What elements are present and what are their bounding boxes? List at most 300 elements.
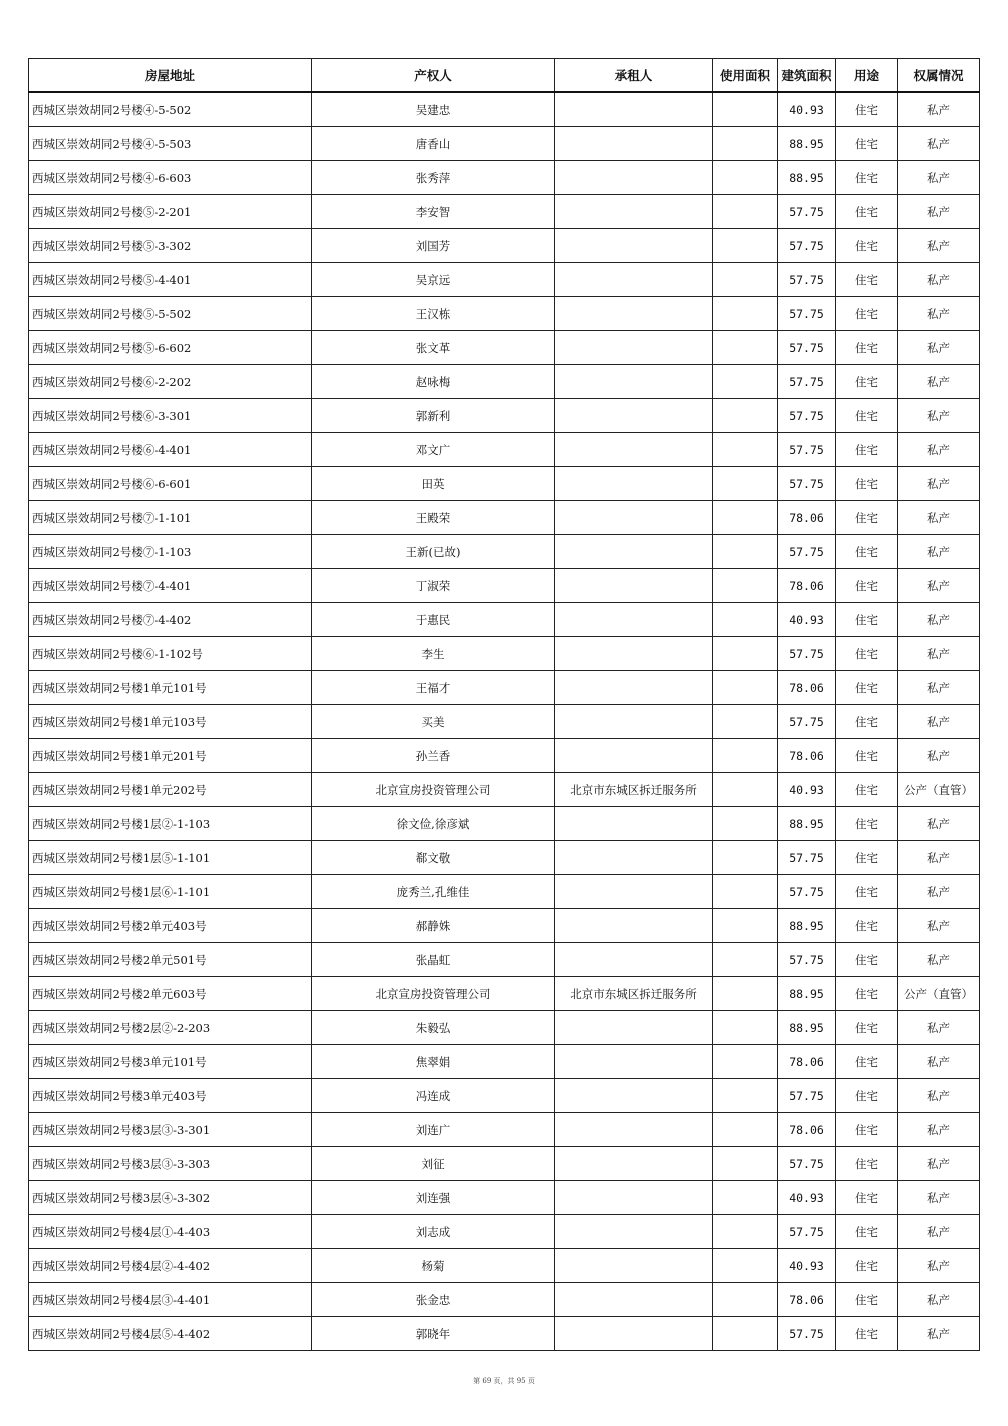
owner-cell: 孙兰香 — [312, 739, 555, 773]
ownership-cell: 私产 — [898, 1181, 980, 1215]
usable-area-cell — [713, 1215, 778, 1249]
header-building-area: 建筑面积 — [778, 59, 836, 93]
usable-area-cell — [713, 92, 778, 127]
header-usage: 用途 — [836, 59, 898, 93]
building-area-cell: 57.75 — [778, 841, 836, 875]
owner-cell: 朱毅弘 — [312, 1011, 555, 1045]
ownership-cell: 私产 — [898, 1317, 980, 1351]
usable-area-cell — [713, 365, 778, 399]
tenant-cell — [555, 875, 713, 909]
owner-cell: 王福才 — [312, 671, 555, 705]
usage-cell: 住宅 — [836, 1113, 898, 1147]
usage-cell: 住宅 — [836, 705, 898, 739]
table-row — [29, 195, 980, 229]
usable-area-cell — [713, 331, 778, 365]
ownership-cell: 私产 — [898, 1011, 980, 1045]
table-row — [29, 1147, 980, 1181]
usable-area-cell — [713, 1079, 778, 1113]
table-row — [29, 1249, 980, 1283]
building-area-cell: 78.06 — [778, 1113, 836, 1147]
ownership-cell: 私产 — [898, 671, 980, 705]
ownership-cell: 私产 — [898, 263, 980, 297]
usable-area-cell — [713, 1147, 778, 1181]
tenant-cell — [555, 535, 713, 569]
usage-cell: 住宅 — [836, 433, 898, 467]
table-row — [29, 365, 980, 399]
ownership-cell: 私产 — [898, 501, 980, 535]
table-body — [29, 92, 980, 1351]
usable-area-cell — [713, 501, 778, 535]
building-area-cell: 78.06 — [778, 569, 836, 603]
owner-cell: 张晶虹 — [312, 943, 555, 977]
building-area-cell: 57.75 — [778, 365, 836, 399]
ownership-cell: 私产 — [898, 1249, 980, 1283]
address-cell: 西城区崇效胡同2号楼3层③-3-301 — [29, 1113, 312, 1147]
tenant-cell — [555, 637, 713, 671]
usage-cell: 住宅 — [836, 501, 898, 535]
building-area-cell: 57.75 — [778, 297, 836, 331]
ownership-cell: 私产 — [898, 1079, 980, 1113]
usable-area-cell — [713, 467, 778, 501]
owner-cell: 刘征 — [312, 1147, 555, 1181]
address-cell: 西城区崇效胡同2号楼⑤-3-302 — [29, 229, 312, 263]
address-cell: 西城区崇效胡同2号楼4层③-4-401 — [29, 1283, 312, 1317]
usable-area-cell — [713, 1249, 778, 1283]
tenant-cell: 北京市东城区拆迁服务所 — [555, 977, 713, 1011]
usage-cell: 住宅 — [836, 773, 898, 807]
tenant-cell — [555, 127, 713, 161]
table-row — [29, 1011, 980, 1045]
tenant-cell — [555, 399, 713, 433]
usage-cell: 住宅 — [836, 603, 898, 637]
header-owner: 产权人 — [312, 59, 555, 93]
tenant-cell — [555, 1249, 713, 1283]
owner-cell: 郝静姝 — [312, 909, 555, 943]
ownership-cell: 私产 — [898, 1283, 980, 1317]
address-cell: 西城区崇效胡同2号楼4层②-4-402 — [29, 1249, 312, 1283]
usable-area-cell — [713, 433, 778, 467]
table-row — [29, 433, 980, 467]
tenant-cell — [555, 569, 713, 603]
owner-cell: 田英 — [312, 467, 555, 501]
usage-cell: 住宅 — [836, 92, 898, 127]
building-area-cell: 57.75 — [778, 433, 836, 467]
ownership-cell: 公产（直管） — [898, 977, 980, 1011]
tenant-cell — [555, 92, 713, 127]
usage-cell: 住宅 — [836, 807, 898, 841]
tenant-cell — [555, 1215, 713, 1249]
owner-cell: 唐香山 — [312, 127, 555, 161]
usage-cell: 住宅 — [836, 399, 898, 433]
building-area-cell: 78.06 — [778, 501, 836, 535]
owner-cell: 杨菊 — [312, 1249, 555, 1283]
table-row — [29, 535, 980, 569]
ownership-cell: 私产 — [898, 1113, 980, 1147]
building-area-cell: 57.75 — [778, 1079, 836, 1113]
address-cell: 西城区崇效胡同2号楼2单元403号 — [29, 909, 312, 943]
building-area-cell: 57.75 — [778, 1147, 836, 1181]
table-row — [29, 263, 980, 297]
owner-cell: 王新(已故) — [312, 535, 555, 569]
table-row — [29, 1215, 980, 1249]
table-row — [29, 909, 980, 943]
table-row — [29, 637, 980, 671]
owner-cell: 郗文敬 — [312, 841, 555, 875]
owner-cell: 买美 — [312, 705, 555, 739]
tenant-cell: 北京市东城区拆迁服务所 — [555, 773, 713, 807]
building-area-cell: 57.75 — [778, 1317, 836, 1351]
address-cell: 西城区崇效胡同2号楼1单元201号 — [29, 739, 312, 773]
usage-cell: 住宅 — [836, 909, 898, 943]
ownership-cell: 私产 — [898, 1215, 980, 1249]
header-ownership: 权属情况 — [898, 59, 980, 93]
tenant-cell — [555, 1283, 713, 1317]
usable-area-cell — [713, 127, 778, 161]
ownership-cell: 私产 — [898, 161, 980, 195]
tenant-cell — [555, 1113, 713, 1147]
address-cell: 西城区崇效胡同2号楼⑤-5-502 — [29, 297, 312, 331]
address-cell: 西城区崇效胡同2号楼2单元603号 — [29, 977, 312, 1011]
usable-area-cell — [713, 841, 778, 875]
table-row — [29, 1283, 980, 1317]
ownership-cell: 私产 — [898, 739, 980, 773]
table-row — [29, 1181, 980, 1215]
address-cell: 西城区崇效胡同2号楼1层②-1-103 — [29, 807, 312, 841]
building-area-cell: 88.95 — [778, 161, 836, 195]
usable-area-cell — [713, 1317, 778, 1351]
owner-cell: 徐文俭,徐彦斌 — [312, 807, 555, 841]
usable-area-cell — [713, 1113, 778, 1147]
owner-cell: 冯连成 — [312, 1079, 555, 1113]
owner-cell: 吴建忠 — [312, 92, 555, 127]
building-area-cell: 57.75 — [778, 705, 836, 739]
building-area-cell: 78.06 — [778, 1045, 836, 1079]
usage-cell: 住宅 — [836, 875, 898, 909]
building-area-cell: 88.95 — [778, 807, 836, 841]
usable-area-cell — [713, 1181, 778, 1215]
building-area-cell: 78.06 — [778, 1283, 836, 1317]
header-row — [29, 59, 980, 93]
tenant-cell — [555, 433, 713, 467]
tenant-cell — [555, 1011, 713, 1045]
table-row — [29, 399, 980, 433]
building-area-cell: 57.75 — [778, 535, 836, 569]
building-area-cell: 40.93 — [778, 92, 836, 127]
tenant-cell — [555, 467, 713, 501]
usage-cell: 住宅 — [836, 977, 898, 1011]
address-cell: 西城区崇效胡同2号楼⑥-3-301 — [29, 399, 312, 433]
tenant-cell — [555, 739, 713, 773]
usable-area-cell — [713, 569, 778, 603]
tenant-cell — [555, 1181, 713, 1215]
usage-cell: 住宅 — [836, 1317, 898, 1351]
table-row — [29, 943, 980, 977]
tenant-cell — [555, 671, 713, 705]
building-area-cell: 40.93 — [778, 773, 836, 807]
usable-area-cell — [713, 1045, 778, 1079]
usable-area-cell — [713, 637, 778, 671]
building-area-cell: 78.06 — [778, 671, 836, 705]
building-area-cell: 88.95 — [778, 1011, 836, 1045]
tenant-cell — [555, 1147, 713, 1181]
address-cell: 西城区崇效胡同2号楼④-6-603 — [29, 161, 312, 195]
building-area-cell: 57.75 — [778, 637, 836, 671]
address-cell: 西城区崇效胡同2号楼⑥-4-401 — [29, 433, 312, 467]
usable-area-cell — [713, 705, 778, 739]
tenant-cell — [555, 909, 713, 943]
address-cell: 西城区崇效胡同2号楼2层②-2-203 — [29, 1011, 312, 1045]
tenant-cell — [555, 263, 713, 297]
address-cell: 西城区崇效胡同2号楼⑥-6-601 — [29, 467, 312, 501]
address-cell: 西城区崇效胡同2号楼⑦-4-401 — [29, 569, 312, 603]
ownership-cell: 私产 — [898, 705, 980, 739]
table-row — [29, 739, 980, 773]
owner-cell: 刘志成 — [312, 1215, 555, 1249]
address-cell: 西城区崇效胡同2号楼⑦-4-402 — [29, 603, 312, 637]
tenant-cell — [555, 229, 713, 263]
table-row — [29, 671, 980, 705]
tenant-cell — [555, 365, 713, 399]
address-cell: 西城区崇效胡同2号楼⑤-2-201 — [29, 195, 312, 229]
tenant-cell — [555, 841, 713, 875]
usage-cell: 住宅 — [836, 297, 898, 331]
header-tenant: 承租人 — [555, 59, 713, 93]
ownership-cell: 私产 — [898, 875, 980, 909]
usage-cell: 住宅 — [836, 127, 898, 161]
tenant-cell — [555, 603, 713, 637]
owner-cell: 北京宣房投资管理公司 — [312, 773, 555, 807]
ownership-cell: 私产 — [898, 535, 980, 569]
table-row — [29, 1317, 980, 1351]
usage-cell: 住宅 — [836, 1181, 898, 1215]
owner-cell: 李安智 — [312, 195, 555, 229]
usable-area-cell — [713, 297, 778, 331]
tenant-cell — [555, 195, 713, 229]
address-cell: 西城区崇效胡同2号楼⑤-6-602 — [29, 331, 312, 365]
building-area-cell: 57.75 — [778, 875, 836, 909]
building-area-cell: 40.93 — [778, 603, 836, 637]
header-address: 房屋地址 — [29, 59, 312, 93]
building-area-cell: 40.93 — [778, 1181, 836, 1215]
usage-cell: 住宅 — [836, 1249, 898, 1283]
usable-area-cell — [713, 1283, 778, 1317]
usable-area-cell — [713, 263, 778, 297]
ownership-cell: 私产 — [898, 399, 980, 433]
usable-area-cell — [713, 671, 778, 705]
usage-cell: 住宅 — [836, 331, 898, 365]
owner-cell: 刘国芳 — [312, 229, 555, 263]
usage-cell: 住宅 — [836, 161, 898, 195]
ownership-cell: 私产 — [898, 569, 980, 603]
usable-area-cell — [713, 603, 778, 637]
building-area-cell: 57.75 — [778, 467, 836, 501]
building-area-cell: 40.93 — [778, 1249, 836, 1283]
header-usable-area: 使用面积 — [713, 59, 778, 93]
address-cell: 西城区崇效胡同2号楼④-5-502 — [29, 92, 312, 127]
usage-cell: 住宅 — [836, 1011, 898, 1045]
owner-cell: 于惠民 — [312, 603, 555, 637]
ownership-cell: 公产（直管） — [898, 773, 980, 807]
owner-cell: 赵咏梅 — [312, 365, 555, 399]
ownership-cell: 私产 — [898, 1045, 980, 1079]
table-row — [29, 977, 980, 1011]
table-row — [29, 603, 980, 637]
owner-cell: 张秀萍 — [312, 161, 555, 195]
address-cell: 西城区崇效胡同2号楼1单元202号 — [29, 773, 312, 807]
ownership-cell: 私产 — [898, 909, 980, 943]
tenant-cell — [555, 1317, 713, 1351]
usage-cell: 住宅 — [836, 1147, 898, 1181]
tenant-cell — [555, 331, 713, 365]
usage-cell: 住宅 — [836, 569, 898, 603]
address-cell: 西城区崇效胡同2号楼④-5-503 — [29, 127, 312, 161]
usage-cell: 住宅 — [836, 1283, 898, 1317]
owner-cell: 刘连强 — [312, 1181, 555, 1215]
table-row — [29, 1113, 980, 1147]
table-row — [29, 161, 980, 195]
address-cell: 西城区崇效胡同2号楼1单元103号 — [29, 705, 312, 739]
usable-area-cell — [713, 195, 778, 229]
ownership-cell: 私产 — [898, 365, 980, 399]
table-row — [29, 127, 980, 161]
usable-area-cell — [713, 399, 778, 433]
building-area-cell: 57.75 — [778, 943, 836, 977]
building-area-cell: 88.95 — [778, 127, 836, 161]
address-cell: 西城区崇效胡同2号楼3单元403号 — [29, 1079, 312, 1113]
owner-cell: 邓文广 — [312, 433, 555, 467]
building-area-cell: 88.95 — [778, 977, 836, 1011]
ownership-cell: 私产 — [898, 195, 980, 229]
table-row — [29, 569, 980, 603]
tenant-cell — [555, 807, 713, 841]
address-cell: 西城区崇效胡同2号楼4层⑤-4-402 — [29, 1317, 312, 1351]
usable-area-cell — [713, 773, 778, 807]
ownership-cell: 私产 — [898, 433, 980, 467]
usable-area-cell — [713, 1011, 778, 1045]
owner-cell: 焦翠娟 — [312, 1045, 555, 1079]
ownership-cell: 私产 — [898, 603, 980, 637]
usable-area-cell — [713, 909, 778, 943]
usage-cell: 住宅 — [836, 637, 898, 671]
tenant-cell — [555, 943, 713, 977]
table-row — [29, 1079, 980, 1113]
ownership-cell: 私产 — [898, 807, 980, 841]
table-row — [29, 773, 980, 807]
tenant-cell — [555, 161, 713, 195]
table-row — [29, 331, 980, 365]
usable-area-cell — [713, 229, 778, 263]
owner-cell: 庞秀兰,孔维佳 — [312, 875, 555, 909]
ownership-cell: 私产 — [898, 637, 980, 671]
table-row — [29, 467, 980, 501]
tenant-cell — [555, 297, 713, 331]
usable-area-cell — [713, 161, 778, 195]
table-row — [29, 841, 980, 875]
ownership-cell: 私产 — [898, 92, 980, 127]
owner-cell: 王汉栋 — [312, 297, 555, 331]
usage-cell: 住宅 — [836, 263, 898, 297]
usable-area-cell — [713, 875, 778, 909]
ownership-cell: 私产 — [898, 297, 980, 331]
usable-area-cell — [713, 807, 778, 841]
address-cell: 西城区崇效胡同2号楼⑤-4-401 — [29, 263, 312, 297]
usable-area-cell — [713, 943, 778, 977]
building-area-cell: 88.95 — [778, 909, 836, 943]
property-table — [28, 58, 980, 1351]
table-row — [29, 875, 980, 909]
address-cell: 西城区崇效胡同2号楼⑥-2-202 — [29, 365, 312, 399]
tenant-cell — [555, 1045, 713, 1079]
address-cell: 西城区崇效胡同2号楼⑦-1-103 — [29, 535, 312, 569]
usage-cell: 住宅 — [836, 535, 898, 569]
tenant-cell — [555, 705, 713, 739]
owner-cell: 张文革 — [312, 331, 555, 365]
owner-cell: 北京宣房投资管理公司 — [312, 977, 555, 1011]
address-cell: 西城区崇效胡同2号楼1层⑥-1-101 — [29, 875, 312, 909]
building-area-cell: 57.75 — [778, 1215, 836, 1249]
usage-cell: 住宅 — [836, 229, 898, 263]
owner-cell: 张金忠 — [312, 1283, 555, 1317]
ownership-cell: 私产 — [898, 127, 980, 161]
usage-cell: 住宅 — [836, 1079, 898, 1113]
address-cell: 西城区崇效胡同2号楼1单元101号 — [29, 671, 312, 705]
tenant-cell — [555, 501, 713, 535]
usage-cell: 住宅 — [836, 195, 898, 229]
usable-area-cell — [713, 739, 778, 773]
address-cell: 西城区崇效胡同2号楼4层①-4-403 — [29, 1215, 312, 1249]
building-area-cell: 57.75 — [778, 195, 836, 229]
table-row — [29, 807, 980, 841]
address-cell: 西城区崇效胡同2号楼3层③-3-303 — [29, 1147, 312, 1181]
usage-cell: 住宅 — [836, 1045, 898, 1079]
usage-cell: 住宅 — [836, 365, 898, 399]
address-cell: 西城区崇效胡同2号楼⑥-1-102号 — [29, 637, 312, 671]
usage-cell: 住宅 — [836, 943, 898, 977]
building-area-cell: 57.75 — [778, 331, 836, 365]
address-cell: 西城区崇效胡同2号楼⑦-1-101 — [29, 501, 312, 535]
building-area-cell: 57.75 — [778, 399, 836, 433]
ownership-cell: 私产 — [898, 467, 980, 501]
table-row — [29, 297, 980, 331]
owner-cell: 王殿荣 — [312, 501, 555, 535]
owner-cell: 郭晓年 — [312, 1317, 555, 1351]
building-area-cell: 57.75 — [778, 229, 836, 263]
address-cell: 西城区崇效胡同2号楼3层④-3-302 — [29, 1181, 312, 1215]
building-area-cell: 57.75 — [778, 263, 836, 297]
table-row — [29, 229, 980, 263]
usage-cell: 住宅 — [836, 1215, 898, 1249]
ownership-cell: 私产 — [898, 841, 980, 875]
page-footer: 第 69 页，共 95 页 — [473, 1377, 535, 1385]
address-cell: 西城区崇效胡同2号楼1层⑤-1-101 — [29, 841, 312, 875]
tenant-cell — [555, 1079, 713, 1113]
usable-area-cell — [713, 535, 778, 569]
ownership-cell: 私产 — [898, 1147, 980, 1181]
address-cell: 西城区崇效胡同2号楼3单元101号 — [29, 1045, 312, 1079]
usage-cell: 住宅 — [836, 841, 898, 875]
ownership-cell: 私产 — [898, 331, 980, 365]
usage-cell: 住宅 — [836, 671, 898, 705]
owner-cell: 刘连广 — [312, 1113, 555, 1147]
owner-cell: 丁淑荣 — [312, 569, 555, 603]
ownership-cell: 私产 — [898, 229, 980, 263]
building-area-cell: 78.06 — [778, 739, 836, 773]
owner-cell: 吴京远 — [312, 263, 555, 297]
address-cell: 西城区崇效胡同2号楼2单元501号 — [29, 943, 312, 977]
table-row — [29, 501, 980, 535]
usage-cell: 住宅 — [836, 739, 898, 773]
ownership-cell: 私产 — [898, 943, 980, 977]
